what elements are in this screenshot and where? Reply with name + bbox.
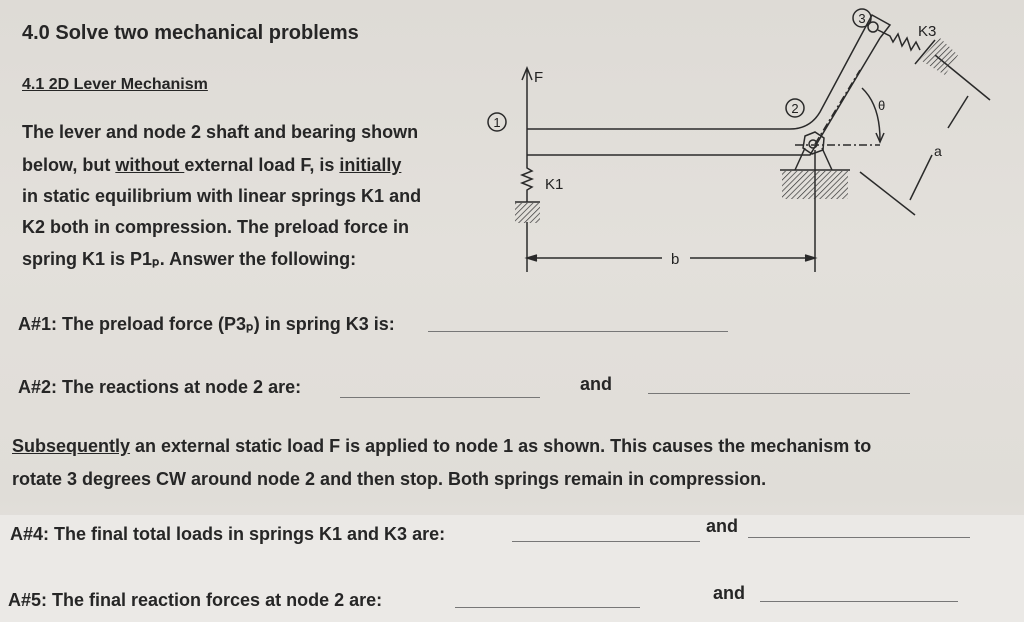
question-a2: A#2: The reactions at node 2 are: xyxy=(18,377,302,397)
paragraph-line: in static equilibrium with linear springs K1 and xyxy=(22,186,422,206)
answer-blank-a5-1[interactable] xyxy=(455,607,640,608)
theta-label: θ xyxy=(878,98,886,113)
text-underlined: Subsequently xyxy=(12,436,131,456)
subsequent-line: rotate 3 degrees CW around node 2 and then stop. Both springs remain in compression. xyxy=(12,469,767,489)
and-label: and xyxy=(706,516,739,536)
lever-diagram xyxy=(0,0,1024,300)
k3-label: K3 xyxy=(918,23,937,40)
text: external load F, is xyxy=(184,155,340,175)
k3-spring xyxy=(878,30,920,50)
answer-blank-a1[interactable] xyxy=(428,331,728,332)
node1-label: 1 xyxy=(493,115,501,130)
answer-blank-a4-2[interactable] xyxy=(748,537,970,538)
node3-label: 3 xyxy=(858,11,866,26)
question-a1: A#1: The preload force (P3ₚ) in spring K3 is: xyxy=(18,314,395,334)
page-title: 4.0 Solve two mechanical problems xyxy=(22,22,359,44)
node2-label: 2 xyxy=(791,101,799,116)
subsequent-line xyxy=(12,436,871,457)
a-label: a xyxy=(934,143,942,159)
text: an external static load F is applied to node 1 as shown. This causes the mechanism to xyxy=(130,436,872,456)
text-underlined: initially xyxy=(339,155,402,175)
paragraph-line: The lever and node 2 shaft and bearing shown xyxy=(22,122,419,142)
ground-pivot xyxy=(782,171,848,199)
paragraph-line: K2 both in compression. The preload force in xyxy=(22,217,410,237)
pivot-bearing xyxy=(803,132,824,154)
answer-blank-a2-1[interactable] xyxy=(340,397,540,398)
section-heading: 4.1 2D Lever Mechanism xyxy=(22,76,208,93)
text-underlined: without xyxy=(115,155,185,175)
b-label: b xyxy=(671,251,680,268)
dimension-a xyxy=(948,96,968,128)
answer-blank-a2-2[interactable] xyxy=(648,393,910,394)
lever-body xyxy=(527,28,865,129)
question-a5: A#5: The final reaction forces at node 2 are: xyxy=(8,590,383,610)
text: below, but xyxy=(22,155,116,175)
k1-spring xyxy=(522,155,532,202)
ground-k1 xyxy=(515,203,540,223)
question-a4: A#4: The final total loads in springs K1 and K3 are: xyxy=(10,524,446,544)
answer-blank-a5-2[interactable] xyxy=(760,601,958,602)
and-label: and xyxy=(713,583,746,603)
answer-blank-a4-1[interactable] xyxy=(512,541,700,542)
k1-label: K1 xyxy=(545,176,564,193)
paragraph-line: spring K1 is P1ₚ. Answer the following: xyxy=(22,249,357,269)
and-label: and xyxy=(580,374,613,394)
force-label: F xyxy=(534,69,544,86)
